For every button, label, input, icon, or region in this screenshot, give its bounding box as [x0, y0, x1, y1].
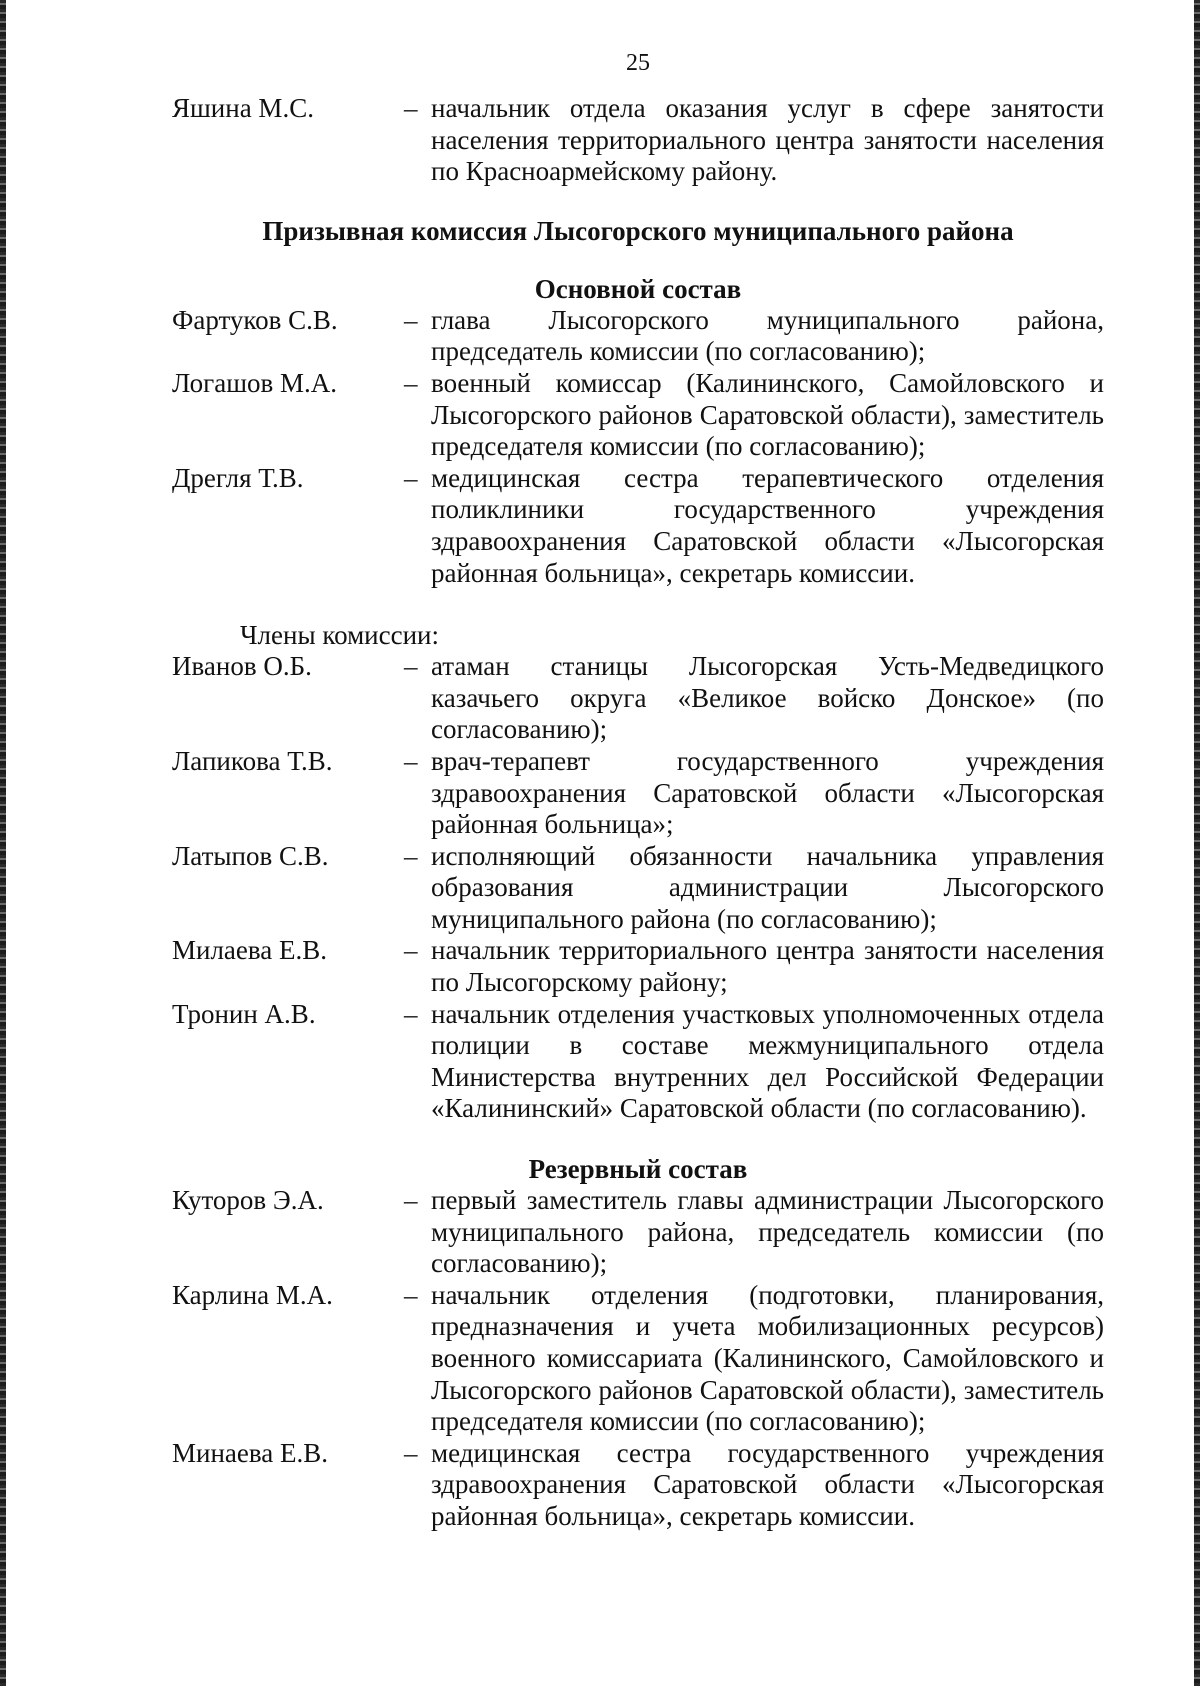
entry-description: начальник территориального центра занятости населения по Лысогорскому району; — [431, 935, 1104, 998]
scan-edge-right — [1194, 0, 1200, 1686]
entry-row — [172, 841, 1104, 936]
main-section-title: Основной состав — [534, 273, 742, 304]
entry-dash: – — [404, 840, 418, 871]
entry-row — [172, 1185, 1104, 1280]
entry-dash: – — [404, 93, 418, 123]
entry-description: первый заместитель главы администрации Лысогорского муниципального района, председатель комиссии (по согласованию); — [431, 1185, 1104, 1279]
page-number: 25 — [626, 50, 650, 76]
entry-description: медицинская сестра терапевтического отделения поликлиники государственного учреждения здравоохранения Саратовской области «Лысогорская районная больница», секретарь комиссии. — [431, 462, 1104, 588]
entry-row — [172, 746, 1104, 841]
members-label: Члены комиссии: — [240, 620, 439, 651]
entry-name: Милаева Е.В. — [172, 935, 328, 966]
entry-dash: – — [404, 462, 418, 493]
entry-dash: – — [404, 304, 418, 335]
reserve-section-title: Резервный состав — [528, 1154, 748, 1185]
entry-description: глава Лысогорского муниципального района, председатель комиссии (по согласованию); — [431, 304, 1104, 367]
main-leaders-list — [172, 305, 1104, 589]
entry-row — [172, 1438, 1104, 1533]
commission-title: Призывная комиссия Лысогорского муниципального района — [262, 215, 1014, 246]
entry-description: врач-терапевт государственного учреждения здравоохранения Саратовской области «Лысогорская районная больница»; — [431, 745, 1104, 840]
entry-row — [172, 935, 1104, 998]
entry-row — [172, 999, 1104, 1125]
entry-dash: – — [404, 367, 418, 398]
entry-dash: – — [404, 998, 418, 1029]
entry-row — [172, 305, 1104, 368]
entry-name: Тронин А.В. — [172, 998, 316, 1029]
entry-description: военный комиссар (Калининского, Самойловского и Лысогорского районов Саратовской области), заместитель председателя комиссии (по согласованию); — [431, 367, 1104, 462]
entry-dash: – — [404, 1437, 418, 1468]
entry-name: Дрегля Т.В. — [172, 462, 304, 493]
entry-name: Яшина М.С. — [172, 93, 314, 123]
entry-row — [172, 93, 1104, 188]
entry-description: медицинская сестра государственного учреждения здравоохранения Саратовской области «Лысогорская районная больница», секретарь комиссии. — [431, 1437, 1104, 1531]
entry-dash: – — [404, 935, 418, 966]
entry-name: Минаева Е.В. — [172, 1437, 329, 1468]
entry-name: Лапикова Т.В. — [172, 745, 333, 776]
entry-row — [172, 651, 1104, 746]
entry-name: Карлина М.А. — [172, 1279, 333, 1310]
entry-name: Иванов О.Б. — [172, 651, 312, 682]
entry-description: атаман станицы Лысогорская Усть-Медведицкого казачьего округа «Великое войско Донское» (по согласованию); — [431, 651, 1104, 745]
entry-name: Фартуков С.В. — [172, 304, 338, 335]
members-list — [172, 651, 1104, 1125]
entry-description: начальник отделения участковых уполномоченных отдела полиции в составе межмуниципального отдела Министерства внутренних дел Российской Федерации «Калининский» Саратовской области (по согласованию). — [431, 998, 1104, 1124]
entry-name: Куторов Э.А. — [172, 1185, 324, 1216]
entry-dash: – — [404, 1279, 418, 1310]
entry-dash: – — [404, 651, 418, 682]
scan-edge-left — [0, 0, 6, 1686]
entry-name: Латыпов С.В. — [172, 840, 329, 871]
entry-dash: – — [404, 1185, 418, 1216]
entry-row — [172, 463, 1104, 589]
entry-description: начальник отдела оказания услуг в сфере занятости населения территориального центра занятости населения по Красноармейскому району. — [431, 93, 1104, 187]
reserve-list — [172, 1185, 1104, 1533]
page-content — [172, 50, 1104, 1533]
entry-name: Логашов М.А. — [172, 367, 337, 398]
entry-row — [172, 1280, 1104, 1438]
entry-row — [172, 368, 1104, 463]
entry-description: исполняющий обязанности начальника управления образования администрации Лысогорского муниципального района (по согласованию); — [431, 840, 1104, 934]
entry-dash: – — [404, 745, 418, 776]
entry-description: начальник отделения (подготовки, планирования, предназначения и учета мобилизационных ресурсов) военного комиссариата (Калининского, Самойловского и Лысогорского районов Саратовской области), заместитель председателя комиссии (по согласованию); — [431, 1279, 1104, 1437]
